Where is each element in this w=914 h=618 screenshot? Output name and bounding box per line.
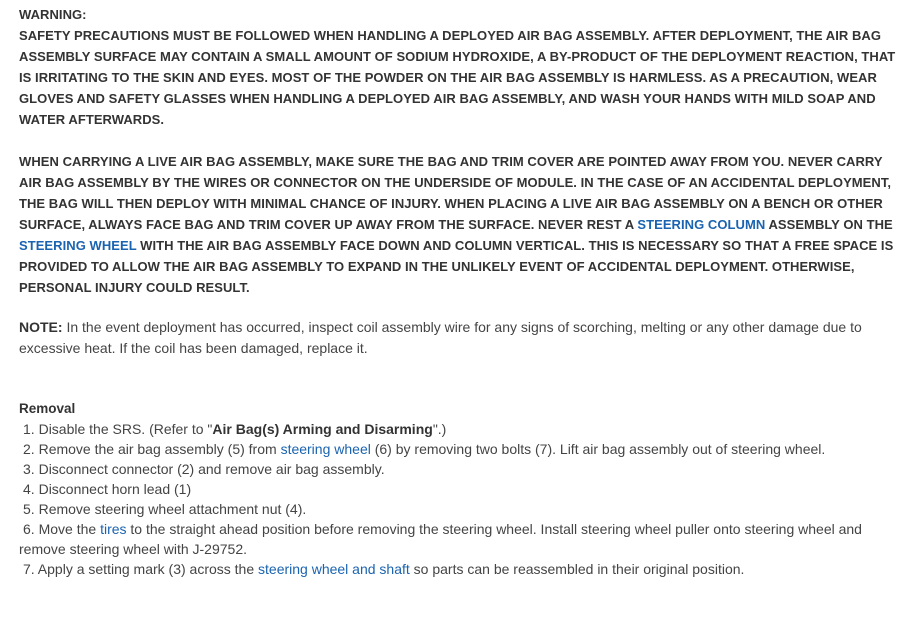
list-item: [19, 419, 899, 439]
step-text: Disconnect horn lead (1): [34, 481, 192, 497]
step-number: 4.: [23, 481, 35, 497]
warning-heading: WARNING:: [19, 7, 87, 22]
removal-heading: Removal: [19, 401, 76, 416]
step-number: 1.: [23, 421, 35, 437]
section-spacer: [19, 298, 914, 317]
step-text: so parts can be reassembled in their original position.: [409, 561, 745, 577]
step-text: Disconnect connector (2) and remove air bag assembly.: [34, 461, 385, 477]
list-item: [19, 459, 899, 479]
warning-p2-text-c: WITH THE AIR BAG ASSEMBLY FACE DOWN AND COLUMN VERTICAL. THIS IS NECESSARY SO THAT A FREE SPACE IS PROVIDED TO ALLOW THE AIR BAG ASSEMBLY TO EXPAND IN THE UNLIKELY EVENT OF ACCIDENTAL DEPLOYMENT. OTHERWISE, PERSONAL INJURY COULD RESULT.: [19, 238, 894, 295]
warning-paragraph-2: [19, 151, 905, 298]
note-paragraph: [19, 317, 899, 359]
step-text: ".): [432, 421, 447, 437]
step-number: 3.: [23, 461, 35, 477]
step-text: Apply a setting mark (3) across the: [34, 561, 259, 577]
list-item: [19, 439, 899, 459]
section-spacer: [19, 359, 914, 399]
warning-p2-text-a: WHEN CARRYING A LIVE AIR BAG ASSEMBLY, MAKE SURE THE BAG AND TRIM COVER ARE POINTED AWAY FROM YOU. NEVER CARRY AIR BAG ASSEMBLY BY THE WIRES OR CONNECTOR ON THE UNDERSIDE OF MODULE. IN THE CASE OF AN ACCIDENTAL DEPLOYMENT, THE BAG WILL THEN DEPLOY WITH MINIMAL CHANCE OF INJURY. WHEN PLACING A LIVE AIR BAG ASSEMBLY ON A BENCH OR OTHER SURFACE, ALWAYS FACE BAG AND TRIM COVER UP AWAY FROM THE SURFACE. NEVER REST A: [19, 154, 892, 232]
list-item: [19, 479, 899, 499]
step-text: Remove the air bag assembly (5) from: [34, 441, 281, 457]
step-number: 5.: [23, 501, 35, 517]
step-text: (6) by removing two bolts (7). Lift air bag assembly out of steering wheel.: [370, 441, 826, 457]
list-item: [19, 519, 899, 559]
note-text: In the event deployment has occurred, inspect coil assembly wire for any signs of scorching, melting or any other damage due to excessive heat. If the coil has been damaged, replace it.: [19, 319, 862, 356]
steering-column-link[interactable]: STEERING COLUMN: [637, 217, 766, 232]
tires-link[interactable]: tires: [100, 521, 127, 537]
step-text: Remove steering wheel attachment nut (4).: [34, 501, 307, 517]
step-number: 2.: [23, 441, 35, 457]
paragraph-spacer: [19, 130, 914, 151]
warning-paragraph-1: SAFETY PRECAUTIONS MUST BE FOLLOWED WHEN HANDLING A DEPLOYED AIR BAG ASSEMBLY. AFTER DEPLOYMENT, THE AIR BAG ASSEMBLY SURFACE MAY CONTAIN A SMALL AMOUNT OF SODIUM HYDROXIDE, A BY-PRODUCT OF THE DEPLOYMENT REACTION, THAT IS IRRITATING TO THE SKIN AND EYES. MOST OF THE POWDER ON THE AIR BAG ASSEMBLY IS HARMLESS. AS A PRECAUTION, WEAR GLOVES AND SAFETY GLASSES WHEN HANDLING A DEPLOYED AIR BAG ASSEMBLY, AND WASH YOUR HANDS WITH MILD SOAP AND WATER AFTERWARDS.: [19, 28, 896, 127]
steering-wheel-link[interactable]: STEERING WHEEL: [19, 238, 137, 253]
step-text: Move the: [34, 521, 101, 537]
note-label: NOTE:: [19, 319, 63, 335]
step-text: Disable the SRS. (Refer to ": [34, 421, 213, 437]
step-number: 7.: [23, 561, 35, 577]
step-text: to the straight ahead position before removing the steering wheel. Install steering wheel puller onto steering wheel and remove steering wheel with J-29752.: [19, 521, 862, 557]
removal-steps-list: [19, 419, 899, 579]
warning-p2-text-b: ASSEMBLY ON THE: [765, 217, 893, 232]
list-item: [19, 499, 899, 519]
steering-wheel-and-shaft-link[interactable]: steering wheel and shaft: [258, 561, 410, 577]
step-number: 6.: [23, 521, 35, 537]
warning-block: [19, 4, 914, 298]
air-bag-arming-reference: Air Bag(s) Arming and Disarming: [212, 421, 433, 437]
list-item: [19, 559, 899, 579]
steering-wheel-link[interactable]: steering wheel: [280, 441, 371, 457]
